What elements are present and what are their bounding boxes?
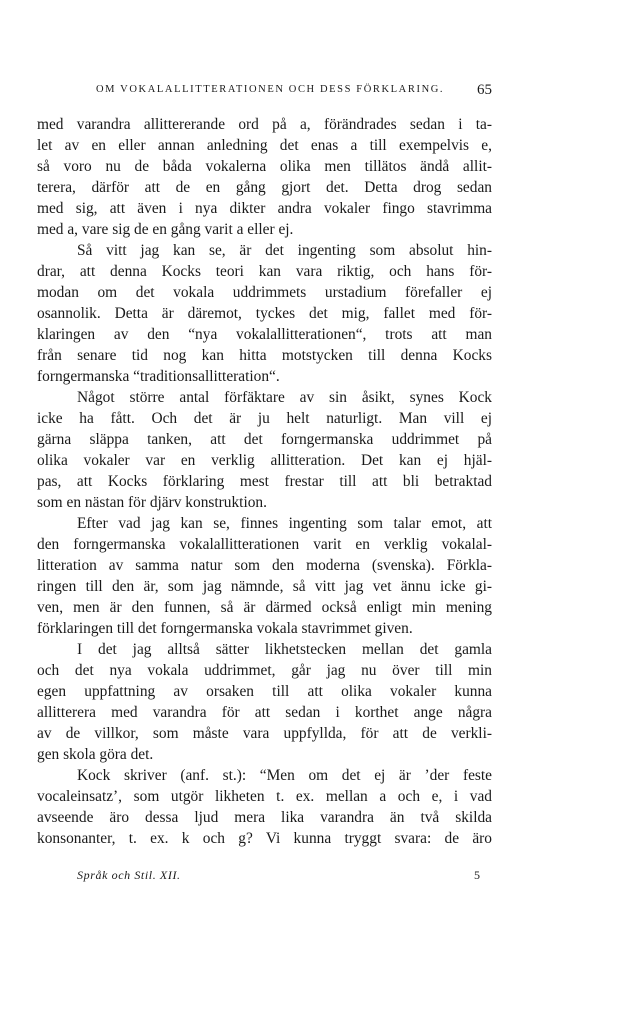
text-line: med sig, att även i nya dikter andra vokaler fingo stavrimma (37, 200, 492, 217)
text-line: så voro nu de båda vokalerna olika men tillätos ändå allit- (37, 158, 492, 175)
sheet-number: 5 (474, 868, 480, 882)
text-line: klaringen av den “nya vokalallitterationen“, trots att man (37, 326, 492, 343)
text-line: gen skola göra det. (37, 746, 154, 763)
text-line: förklaringen till det forngermanska vokala stavrimmet given. (37, 620, 413, 637)
text-line: den forngermanska vokalallitterationen varit en verklig vokalal- (37, 536, 492, 553)
text-line: terera, därför att de en gång gjort det. Detta drog sedan (37, 179, 492, 196)
text-line: med a, vare sig de en gång varit a eller ej. (37, 221, 294, 238)
signature-mark: Språk och Stil. XII. (77, 868, 181, 882)
text-line: egen uppfattning av orsaken till att olika vokaler kunna (37, 683, 492, 700)
text-line: icke ha fått. Och det är ju helt naturligt. Man vill ej (37, 410, 492, 427)
text-line: modan om det vokala uddrimmets urstadium förefaller ej (37, 284, 492, 301)
text-line: gärna släppa tanken, att det forngermanska uddrimmet på (37, 431, 492, 448)
text-line: let av en eller annan anledning det enas a till exempelvis e, (37, 137, 492, 154)
body-text (37, 114, 492, 849)
text-line: ringen till den är, som jag nämnde, så vitt jag vet ännu icke gi- (37, 578, 492, 595)
text-line: Något större antal förfäktare av sin åsikt, synes Kock (77, 389, 492, 406)
text-line: I det jag alltså sätter likhetstecken mellan det gamla (77, 641, 492, 658)
text-line: forngermanska “traditionsallitteration“. (37, 368, 280, 385)
text-line: olika vokaler var en verklig allitteration. Det kan ej hjäl- (37, 452, 492, 469)
text-line: av de villkor, som måste vara uppfyllda, för att de verkli- (37, 725, 492, 742)
text-line: Kock skriver (anf. st.): “Men om det ej är ’der feste (77, 767, 492, 784)
text-line: allitterera med varandra för att sedan i korthet ange några (37, 704, 492, 721)
running-head: OM VOKALALLITTERATIONEN OCH DESS FÖRKLARING. (96, 84, 445, 95)
text-line: osannolik. Detta är däremot, tyckes det mig, fallet med för- (37, 305, 492, 322)
page-number: 65 (477, 82, 492, 98)
text-line: och det nya vokala uddrimmet, går jag nu över till min (37, 662, 492, 679)
text-line: Efter vad jag kan se, finnes ingenting som talar emot, att (77, 515, 492, 532)
text-line: som en nästan för djärv konstruktion. (37, 494, 267, 511)
text-line: litteration av samma natur som den moderna (svenska). Förkla- (37, 557, 492, 574)
page-header (60, 84, 492, 102)
text-line: vocaleinsatz’, som utgör likheten t. ex. mellan a och e, i vad (37, 788, 492, 805)
text-line: ven, men är den funnen, så är därmed också enligt min mening (37, 599, 492, 616)
page-footer (37, 868, 492, 886)
text-line: avseende äro dessa ljud mera lika varandra än två skilda (37, 809, 492, 826)
text-line: konsonanter, t. ex. k och g? Vi kunna tryggt svara: de äro (37, 830, 492, 847)
text-line: med varandra allittererande ord på a, förändrades sedan i ta- (37, 116, 492, 133)
text-line: pas, att Kocks förklaring mest frestar till att bli betraktad (37, 473, 492, 490)
text-line: Så vitt jag kan se, är det ingenting som absolut hin- (77, 242, 492, 259)
text-line: drar, att denna Kocks teori kan vara riktig, och hans för- (37, 263, 492, 280)
text-line: från senare tid nog kan hitta motstycken till denna Kocks (37, 347, 492, 364)
